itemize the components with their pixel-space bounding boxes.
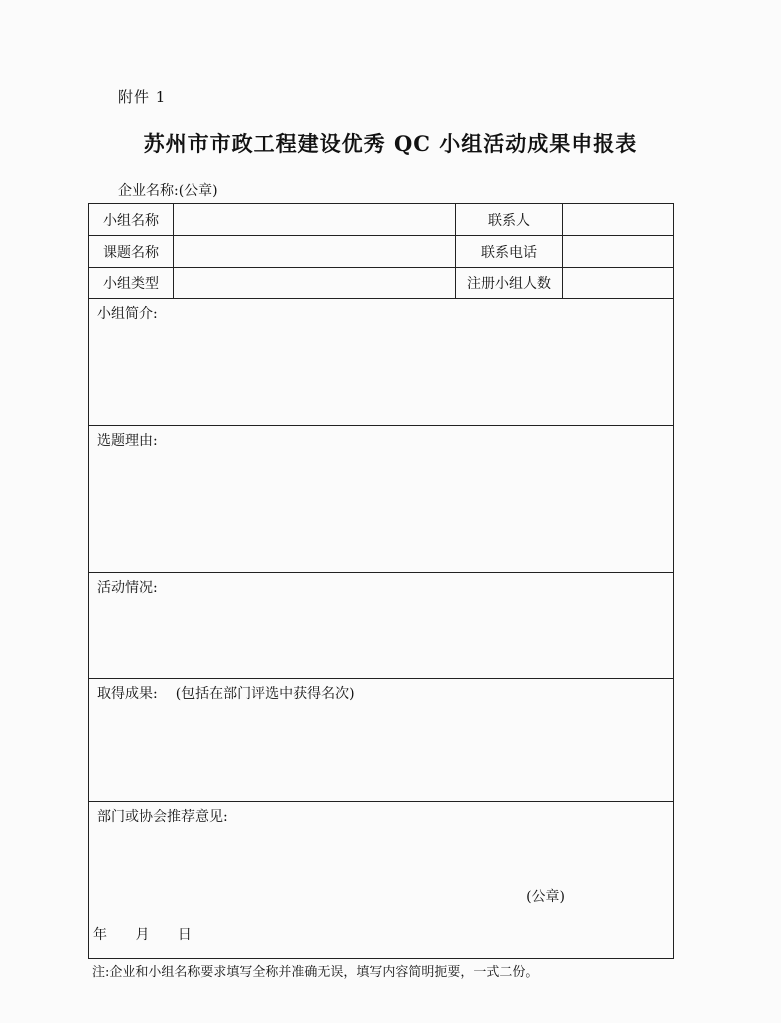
form-row-type [89,268,673,299]
group-name-label: 小组名称 [103,212,159,229]
page-title: 苏州市市政工程建设优秀 QC 小组活动成果申报表 [143,131,638,156]
member-count-label: 注册小组人数 [455,268,562,298]
group-type-input[interactable] [173,268,455,298]
form-row-topic [89,236,673,268]
date-label: 年 月 日 [93,927,192,943]
section-intro[interactable] [89,299,673,426]
phone-label: 联系电话 [455,236,562,267]
group-name-input[interactable] [173,204,455,235]
form-row-group-name [89,204,673,236]
group-type-label: 小组类型 [103,276,159,292]
section-result[interactable] [89,679,673,802]
section-recommend[interactable] [89,802,673,958]
activity-label: 活动情况: [97,580,158,596]
result-label [97,683,355,703]
intro-label: 小组简介: [97,306,158,322]
application-form [88,203,674,959]
footnote: 注:企业和小组名称要求填写全称并准确无误，填写内容简明扼要，一式二份。 [92,965,539,980]
result-title: 取得成果: [97,686,158,702]
contact-input[interactable] [562,204,673,235]
member-count-input[interactable] [562,268,673,298]
company-label: 企业名称:(公章) [118,183,218,199]
section-reason[interactable] [89,426,673,573]
result-note: (包括在部门评选中获得名次) [175,686,355,702]
topic-name-label: 课题名称 [103,244,159,261]
attachment-label: 附件 1 [118,88,167,106]
stamp-label: (公章) [526,889,565,905]
section-activity[interactable] [89,573,673,679]
phone-input[interactable] [562,236,673,267]
reason-label: 选题理由: [97,433,158,449]
recommend-label: 部门或协会推荐意见: [97,809,228,825]
contact-label: 联系人 [455,204,562,235]
topic-name-input[interactable] [173,236,455,267]
